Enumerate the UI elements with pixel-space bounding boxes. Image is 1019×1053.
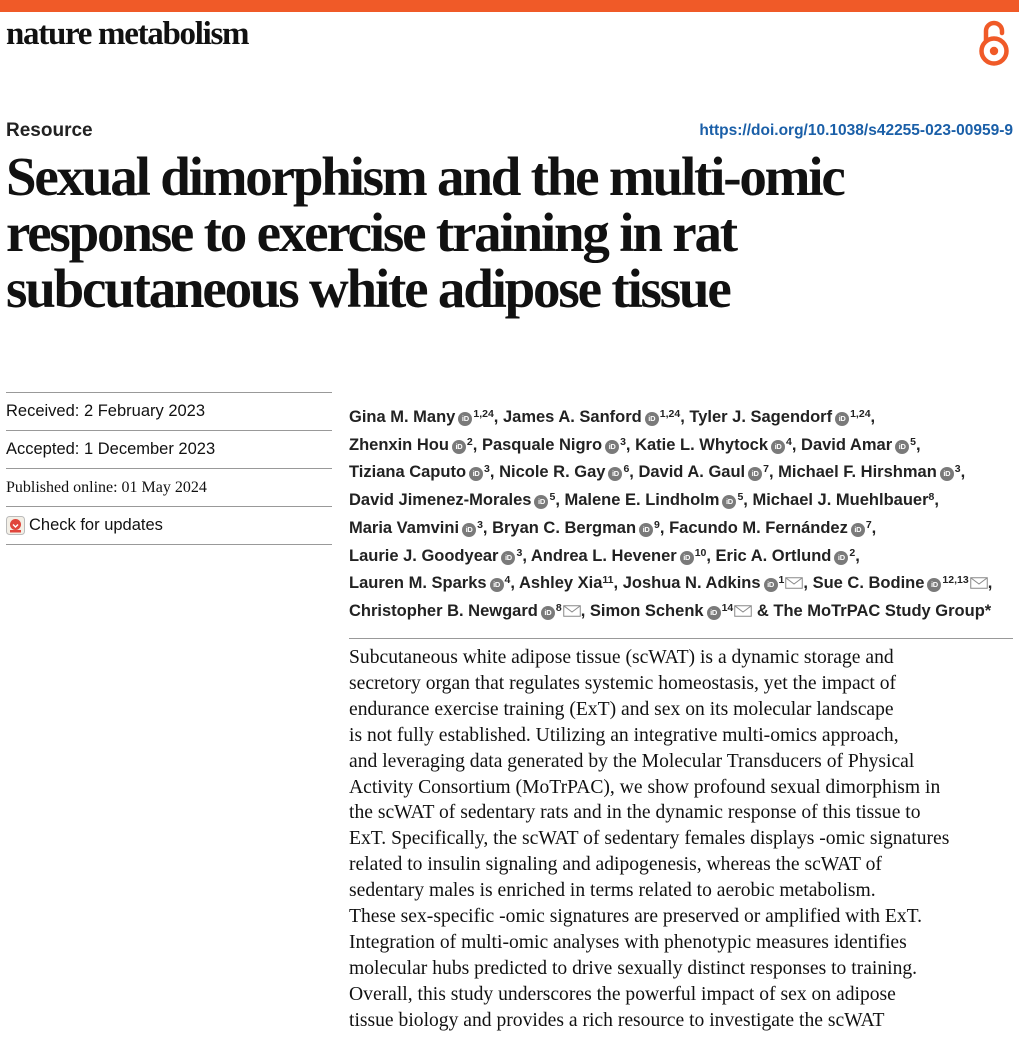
received-date: Received: 2 February 2023: [6, 392, 332, 430]
affiliation-number[interactable]: 9: [654, 518, 660, 531]
author-name[interactable]: & The MoTrPAC Study Group*: [756, 601, 992, 620]
affiliation-number[interactable]: 2: [849, 546, 856, 559]
author-name[interactable]: Facundo M. Fernández: [669, 518, 848, 537]
abstract: [349, 645, 1014, 1034]
abstract-line: Integration of multi-omic analyses with phenotypic measures identifies: [349, 931, 907, 953]
author-name[interactable]: Nicole R. Gay: [499, 463, 606, 482]
author-name[interactable]: Katie L. Whytock: [635, 435, 769, 454]
check-for-updates-button[interactable]: [6, 516, 163, 535]
author-name[interactable]: David Jimenez-Morales: [349, 491, 532, 510]
orcid-icon[interactable]: iD: [927, 578, 941, 592]
author-line: [349, 402, 1019, 430]
author-name[interactable]: Ashley Xia: [518, 574, 603, 593]
check-updates-row: [6, 506, 332, 545]
author-separator: ,: [629, 463, 639, 482]
orcid-icon[interactable]: iD: [835, 412, 849, 426]
affiliation-number[interactable]: 3: [477, 518, 483, 531]
affiliation-number[interactable]: 3: [516, 546, 523, 559]
author-line: [349, 430, 1019, 458]
orcid-icon[interactable]: iD: [501, 551, 515, 565]
affiliation-number[interactable]: 4: [504, 574, 511, 587]
affiliation-number[interactable]: 12,13: [942, 574, 969, 587]
author-separator: ,: [871, 518, 877, 537]
author-name[interactable]: Andrea L. Hevener: [530, 546, 677, 565]
author-line: [349, 568, 1019, 596]
orcid-icon[interactable]: iD: [605, 440, 619, 454]
author-name[interactable]: Michael J. Muehlbauer: [752, 491, 929, 510]
author-name[interactable]: Bryan C. Bergman: [492, 518, 637, 537]
orcid-icon[interactable]: iD: [608, 467, 622, 481]
affiliation-number[interactable]: 1,24: [659, 408, 681, 420]
abstract-line: ExT. Specifically, the scWAT of sedentary females displays -omic signatures: [349, 828, 950, 850]
envelope-icon[interactable]: [785, 577, 803, 589]
author-separator: ,: [803, 574, 813, 593]
author-separator: ,: [613, 574, 623, 593]
author-separator: ,: [870, 408, 876, 426]
envelope-icon[interactable]: [970, 577, 988, 589]
doi-link[interactable]: https://doi.org/10.1038/s42255-023-00959-9: [699, 122, 1013, 139]
author-name[interactable]: Tyler J. Sagendorf: [689, 408, 833, 426]
author-name[interactable]: Laurie J. Goodyear: [349, 546, 499, 565]
abstract-line: is not fully established. Utilizing an integrative multi-omics approach,: [349, 724, 899, 746]
orcid-icon[interactable]: iD: [895, 440, 909, 454]
author-name[interactable]: Sue C. Bodine: [812, 574, 925, 593]
orcid-icon[interactable]: iD: [645, 412, 659, 426]
orcid-icon[interactable]: iD: [722, 495, 736, 509]
author-separator: ,: [791, 435, 802, 454]
author-name[interactable]: Maria Vamvini: [349, 518, 460, 537]
journal-accent-bar: [0, 0, 1019, 12]
author-name[interactable]: David Amar: [801, 435, 893, 454]
author-separator: ,: [743, 491, 753, 510]
affiliation-number[interactable]: 7: [865, 518, 872, 531]
author-separator: ,: [706, 546, 716, 565]
author-separator: ,: [960, 463, 966, 482]
orcid-icon[interactable]: iD: [851, 523, 865, 537]
author-separator: ,: [625, 435, 636, 454]
affiliation-number[interactable]: 8: [555, 601, 562, 614]
author-separator: ,: [489, 463, 500, 482]
author-separator: ,: [472, 435, 482, 454]
orcid-icon[interactable]: iD: [680, 551, 694, 565]
affiliation-number[interactable]: 7: [763, 463, 769, 476]
envelope-icon[interactable]: [734, 605, 752, 617]
abstract-line: sedentary males is enriched in terms related to aerobic metabolism.: [349, 880, 876, 902]
author-name[interactable]: Malene E. Lindholm: [564, 491, 720, 510]
orcid-icon[interactable]: iD: [534, 495, 548, 509]
orcid-icon[interactable]: iD: [469, 467, 483, 481]
affiliation-number[interactable]: 5: [549, 491, 556, 504]
author-name[interactable]: Zhenxin Hou: [349, 435, 449, 454]
affiliation-number[interactable]: 4: [786, 435, 792, 448]
published-date: Published online: 01 May 2024: [6, 468, 332, 506]
affiliation-number[interactable]: 11: [602, 574, 614, 587]
affiliation-number[interactable]: 3: [484, 463, 490, 476]
affiliation-number[interactable]: 6: [623, 463, 630, 476]
author-line: [349, 541, 1019, 569]
article-dates: [6, 392, 332, 545]
author-name[interactable]: Joshua N. Adkins: [622, 574, 761, 593]
author-line: [349, 513, 1019, 541]
check-for-updates-label: Check for updates: [29, 516, 163, 534]
affiliation-number[interactable]: 2: [466, 435, 473, 448]
envelope-icon[interactable]: [563, 605, 581, 617]
author-separator: ,: [915, 435, 921, 454]
author-name[interactable]: James A. Sanford: [502, 408, 642, 426]
abstract-line: endurance exercise training (ExT) and sex on its molecular landscape: [349, 698, 894, 720]
abstract-line: the scWAT of sedentary rats and in the dynamic response of this tissue to: [349, 802, 921, 824]
abstract-line: molecular hubs predicted to drive sexually distinct responses to training.: [349, 957, 918, 979]
orcid-icon[interactable]: iD: [639, 523, 653, 537]
author-name[interactable]: Pasquale Nigro: [481, 435, 603, 454]
author-separator: ,: [482, 518, 493, 537]
abstract-line: and leveraging data generated by the Molecular Transducers of Physical: [349, 750, 915, 772]
orcid-icon[interactable]: iD: [490, 578, 504, 592]
orcid-icon[interactable]: iD: [541, 606, 555, 620]
author-separator: ,: [510, 574, 519, 593]
article-title: [6, 146, 1006, 319]
orcid-icon[interactable]: iD: [764, 578, 778, 592]
orcid-icon[interactable]: iD: [707, 606, 721, 620]
abstract-line: These sex-specific -omic signatures are preserved or amplified with ExT.: [349, 906, 923, 928]
author-separator: ,: [987, 574, 993, 593]
affiliation-number[interactable]: 1: [778, 574, 785, 587]
abstract-line: secretory organ that regulates systemic homeostasis, yet the impact of: [349, 672, 897, 694]
author-line: [349, 596, 1019, 624]
author-name[interactable]: Christopher B. Newgard: [349, 601, 538, 620]
author-separator: ,: [555, 491, 565, 510]
author-separator: ,: [659, 518, 670, 537]
author-line: [349, 485, 1019, 513]
author-separator: ,: [522, 546, 531, 565]
affiliation-number[interactable]: 10: [694, 546, 707, 559]
orcid-icon[interactable]: iD: [748, 467, 762, 481]
abstract-line: related to insulin signaling and adipogenesis, whereas the scWAT of: [349, 854, 882, 876]
abstract-line: Activity Consortium (MoTrPAC), we show profound sexual dimorphism in: [349, 776, 941, 798]
title-line: response to exercise training in rat: [6, 202, 736, 263]
affiliation-number[interactable]: 1,24: [473, 408, 494, 420]
orcid-icon[interactable]: iD: [458, 412, 472, 426]
title-line: Sexual dimorphism and the multi-omic: [6, 146, 844, 207]
author-separator: ,: [768, 463, 779, 482]
abstract-line: tissue biology and provides a rich resource to investigate the scWAT: [349, 1009, 885, 1031]
title-line: subcutaneous white adipose tissue: [6, 258, 730, 319]
affiliation-number[interactable]: 3: [954, 463, 961, 476]
author-separator: ,: [855, 546, 860, 565]
orcid-icon[interactable]: iD: [771, 440, 785, 454]
abstract-divider: [349, 638, 1013, 639]
author-line: [349, 457, 1019, 485]
journal-name[interactable]: nature metabolism: [6, 16, 249, 52]
affiliation-number[interactable]: 1,24: [850, 408, 871, 420]
orcid-icon[interactable]: iD: [462, 523, 476, 537]
author-name[interactable]: Eric A. Ortlund: [715, 546, 832, 565]
check-for-updates-icon: [6, 516, 25, 535]
affiliation-number[interactable]: 8: [928, 491, 935, 504]
orcid-icon[interactable]: iD: [452, 440, 466, 454]
author-separator: ,: [493, 408, 503, 426]
affiliation-number[interactable]: 5: [910, 435, 916, 448]
abstract-line: Subcutaneous white adipose tissue (scWAT) is a dynamic storage and: [349, 647, 894, 668]
orcid-icon[interactable]: iD: [940, 467, 954, 481]
abstract-line: Overall, this study underscores the powerful impact of sex on adipose: [349, 983, 896, 1005]
author-name[interactable]: Simon Schenk: [589, 601, 704, 620]
author-separator: ,: [680, 408, 690, 426]
author-list: [349, 402, 1019, 624]
orcid-icon[interactable]: iD: [834, 551, 848, 565]
affiliation-number[interactable]: 3: [620, 435, 626, 448]
accepted-date: Accepted: 1 December 2023: [6, 430, 332, 468]
open-access-lock-icon: [977, 18, 1011, 66]
affiliation-number[interactable]: 5: [737, 491, 744, 504]
article-type: Resource: [6, 120, 93, 141]
affiliation-number[interactable]: 14: [721, 601, 734, 614]
author-separator: ,: [934, 491, 939, 510]
author-name[interactable]: Tiziana Caputo: [349, 463, 467, 482]
author-name[interactable]: Michael F. Hirshman: [778, 463, 937, 482]
author-name[interactable]: Lauren M. Sparks: [349, 574, 487, 593]
author-name[interactable]: Gina M. Many: [349, 408, 456, 426]
author-name[interactable]: David A. Gaul: [638, 463, 746, 482]
author-separator: ,: [580, 601, 590, 620]
